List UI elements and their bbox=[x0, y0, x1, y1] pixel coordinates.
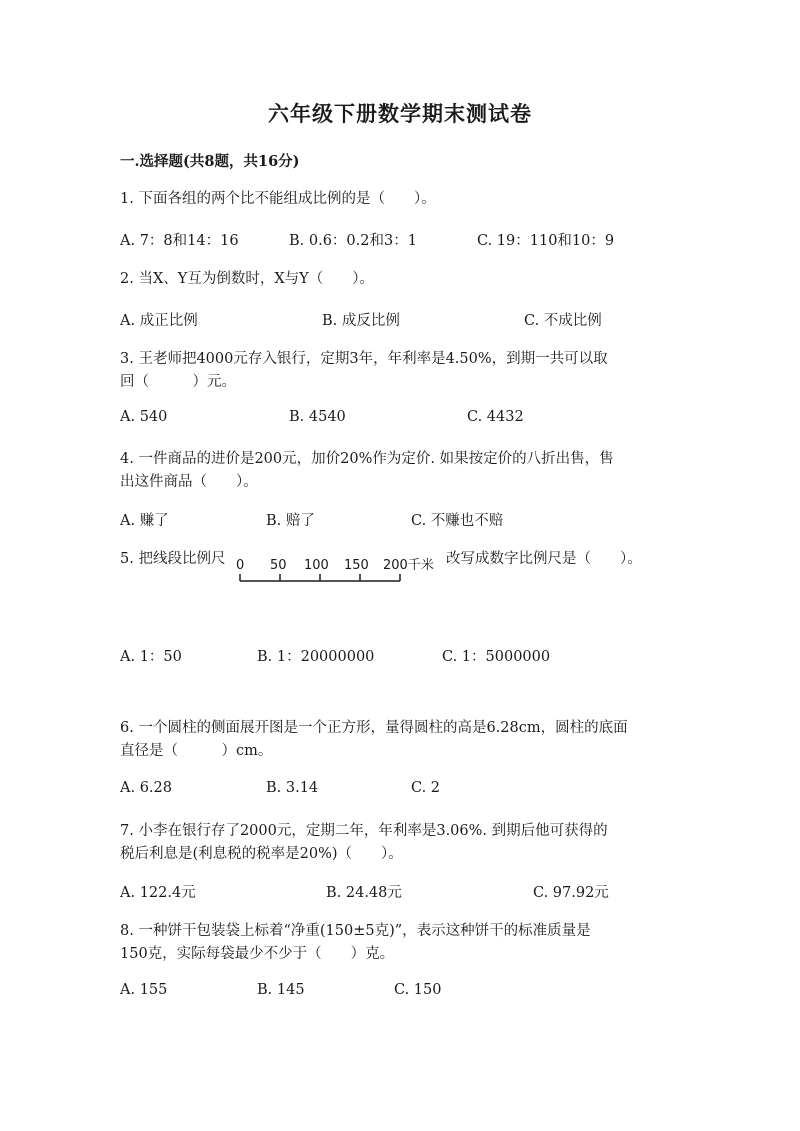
question-2-stem: 2. 当X、Y互为倒数时，X与Y（ ）。 bbox=[120, 271, 374, 287]
question-1-option-c[interactable]: C. 19：110和10：9 bbox=[477, 233, 615, 249]
question-2-option-b[interactable]: B. 成反比例 bbox=[322, 313, 400, 329]
question-6-stem-line1: 6. 一个圆柱的侧面展开图是一个正方形，量得圆柱的高是6.28cm，圆柱的底面 bbox=[120, 720, 628, 736]
question-8-stem-line1: 8. 一种饼干包装袋上标着“净重(150±5克)”，表示这种饼干的标准质量是 bbox=[120, 923, 591, 939]
question-5-option-a[interactable]: A. 1：50 bbox=[120, 649, 182, 665]
question-8-option-b[interactable]: B. 145 bbox=[257, 982, 305, 998]
question-7-option-b[interactable]: B. 24.48元 bbox=[326, 885, 402, 901]
question-1-option-a[interactable]: A. 7：8和14：16 bbox=[120, 233, 239, 249]
question-8-option-c[interactable]: C. 150 bbox=[394, 982, 442, 998]
question-8-stem-line2: 150克，实际每袋最少不少于（ ）克。 bbox=[120, 946, 395, 962]
scale-label-100: 100 bbox=[304, 558, 329, 573]
page-title: 六年级下册数学期末测试卷 bbox=[268, 101, 532, 126]
question-1-option-b[interactable]: B. 0.6：0.2和3：1 bbox=[289, 233, 417, 249]
question-2-option-c[interactable]: C. 不成比例 bbox=[524, 313, 602, 329]
question-4-stem-line2: 出这件商品（ ）。 bbox=[120, 474, 258, 490]
question-3-option-c[interactable]: C. 4432 bbox=[467, 409, 524, 425]
scale-label-50: 50 bbox=[270, 558, 287, 573]
question-7-option-a[interactable]: A. 122.4元 bbox=[120, 885, 196, 901]
line-scale-figure bbox=[234, 550, 446, 586]
question-5-option-b[interactable]: B. 1：20000000 bbox=[257, 649, 375, 665]
question-6-option-a[interactable]: A. 6.28 bbox=[120, 780, 172, 796]
question-4-stem-line1: 4. 一件商品的进价是200元，加价20%作为定价. 如果按定价的八折出售，售 bbox=[120, 451, 614, 467]
question-2-option-a[interactable]: A. 成正比例 bbox=[120, 313, 198, 329]
question-7-option-c[interactable]: C. 97.92元 bbox=[533, 885, 609, 901]
scale-label-0: 0 bbox=[236, 558, 245, 573]
question-3-option-b[interactable]: B. 4540 bbox=[289, 409, 346, 425]
question-6-option-c[interactable]: C. 2 bbox=[411, 780, 441, 796]
question-3-stem-line2: 回（ ）元。 bbox=[120, 374, 236, 390]
question-3-stem-line1: 3. 王老师把4000元存入银行，定期3年，年利率是4.50%，到期一共可以取 bbox=[120, 351, 608, 367]
question-4-option-a[interactable]: A. 赚了 bbox=[120, 513, 169, 529]
question-7-stem-line1: 7. 小李在银行存了2000元，定期二年，年利率是3.06%. 到期后他可获得的 bbox=[120, 823, 608, 839]
question-7-stem-line2: 税后利息是(利息税的税率是20%)（ ）。 bbox=[120, 846, 403, 862]
question-8-option-a[interactable]: A. 155 bbox=[120, 982, 168, 998]
scale-label-200-km: 200千米 bbox=[383, 558, 434, 573]
question-5-stem-after: 改写成数字比例尺是（ ）。 bbox=[446, 551, 642, 567]
question-4-option-c[interactable]: C. 不赚也不赔 bbox=[411, 513, 504, 529]
question-1-stem: 1. 下面各组的两个比不能组成比例的是（ ）。 bbox=[120, 191, 436, 207]
question-5-option-c[interactable]: C. 1：5000000 bbox=[442, 649, 551, 665]
question-4-option-b[interactable]: B. 赔了 bbox=[266, 513, 315, 529]
question-6-stem-line2: 直径是（ ）cm。 bbox=[120, 743, 273, 759]
scale-label-150: 150 bbox=[344, 558, 369, 573]
section-heading: 一.选择题(共8题，共16分) bbox=[120, 153, 300, 170]
question-6-option-b[interactable]: B. 3.14 bbox=[266, 780, 319, 796]
question-3-option-a[interactable]: A. 540 bbox=[120, 409, 168, 425]
question-5-stem-before: 5. 把线段比例尺 bbox=[120, 551, 226, 567]
